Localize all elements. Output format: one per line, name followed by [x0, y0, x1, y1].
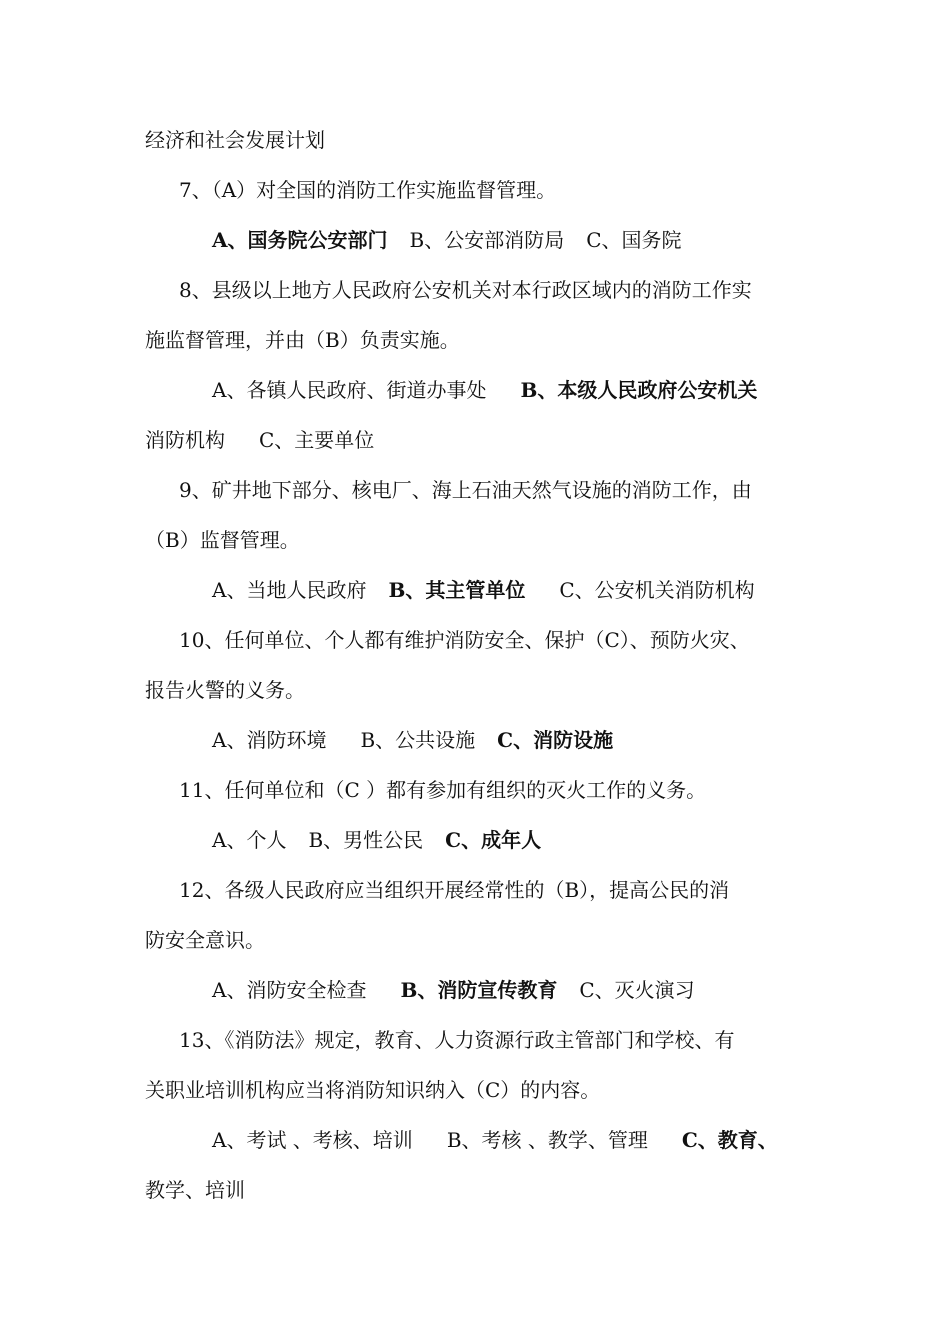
option-b: B、男性公民	[308, 828, 424, 852]
options-9	[145, 565, 810, 615]
question-text: 防安全意识。	[145, 928, 265, 952]
options-8	[145, 365, 810, 415]
option-c-cont: 教学、培训	[145, 1178, 245, 1202]
options-7	[145, 215, 810, 265]
text-line	[145, 115, 810, 165]
option-c: C、消防设施	[497, 728, 614, 752]
option-c: C、成年人	[445, 828, 542, 852]
question-text: 关职业培训机构应当将消防知识纳入（C）的内容。	[145, 1078, 601, 1102]
options-13	[145, 1115, 810, 1165]
option-b: B、公安部消防局	[409, 228, 565, 252]
option-a: A、当地人民政府	[212, 578, 367, 602]
question-text: 7、（A）对全国的消防工作实施监督管理。	[179, 178, 557, 202]
question-10-cont	[145, 665, 810, 715]
option-b: B、其主管单位	[388, 578, 526, 602]
question-9-cont	[145, 515, 810, 565]
option-c: C、国务院	[586, 228, 682, 252]
option-c: C、公安机关消防机构	[559, 578, 755, 602]
options-11	[145, 815, 810, 865]
question-text: 施监督管理，并由（B）负责实施。	[145, 328, 460, 352]
option-a: A、各镇人民政府、街道办事处	[212, 378, 487, 402]
option-a: A、国务院公安部门	[212, 228, 388, 252]
option-c: C、教育、	[681, 1128, 778, 1152]
option-a: A、消防环境	[212, 728, 327, 752]
question-text: 13、《消防法》规定，教育、人力资源行政主管部门和学校、有	[179, 1028, 735, 1052]
question-text: 8、县级以上地方人民政府公安机关对本行政区域内的消防工作实	[179, 278, 752, 302]
document-page	[145, 115, 810, 1215]
text-segment: 经济和社会发展计划	[145, 128, 325, 152]
question-text: 11、任何单位和（C ）都有参加有组织的灭火工作的义务。	[179, 778, 707, 802]
question-12-cont	[145, 915, 810, 965]
question-8-cont	[145, 315, 810, 365]
option-c: C、主要单位	[259, 428, 375, 452]
question-9	[145, 465, 810, 515]
option-a: A、考试 、考核、培训	[212, 1128, 413, 1152]
option-b: B、考核 、教学、管理	[446, 1128, 648, 1152]
option-b-cont: 消防机构	[145, 428, 225, 452]
option-b: B、消防宣传教育	[400, 978, 558, 1002]
option-a: A、消防安全检查	[212, 978, 367, 1002]
option-b: B、公共设施	[360, 728, 476, 752]
question-text: 12、各级人民政府应当组织开展经常性的（B），提高公民的消	[179, 878, 730, 902]
option-a: A、个人	[212, 828, 287, 852]
question-text: 报告火警的义务。	[145, 678, 305, 702]
option-b: B、本级人民政府公安机关	[520, 378, 758, 402]
question-13-cont	[145, 1065, 810, 1115]
question-12	[145, 865, 810, 915]
options-8-cont	[145, 415, 810, 465]
options-10	[145, 715, 810, 765]
question-7	[145, 165, 810, 215]
options-13-cont	[145, 1165, 810, 1215]
option-c: C、灭火演习	[579, 978, 695, 1002]
question-text: 10、任何单位、个人都有维护消防安全、保护（C）、预防火灾、	[179, 628, 750, 652]
question-13	[145, 1015, 810, 1065]
question-8	[145, 265, 810, 315]
question-text: 9、矿井地下部分、核电厂、海上石油天然气设施的消防工作，由	[179, 478, 752, 502]
question-10	[145, 615, 810, 665]
options-12	[145, 965, 810, 1015]
question-text: （B）监督管理。	[145, 528, 300, 552]
question-11	[145, 765, 810, 815]
